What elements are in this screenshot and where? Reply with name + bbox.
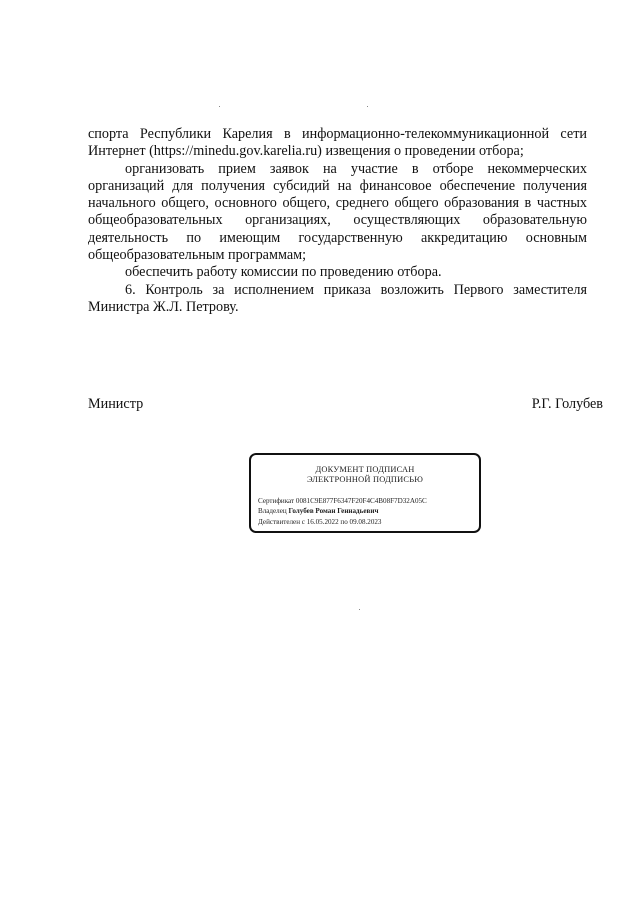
body-paragraph: организовать прием заявок на участие в отборе некоммерческих организаций для получения субсидий на финансовое обеспечение получения начального общего, основного общего, среднего общего образования в частных общеобразовательных организациях, осуществляющих образовательную деятельность по имеющим государственную аккредитацию основным общеобразовательным программам; <box>88 160 587 264</box>
valid-to-word: по <box>340 517 348 526</box>
valid-from-word: с <box>301 517 305 526</box>
stamp-title-line: ДОКУМЕНТ ПОДПИСАН <box>315 465 415 474</box>
stamp-title-line: ЭЛЕКТРОННОЙ ПОДПИСЬЮ <box>306 475 424 484</box>
stamp-title <box>251 465 479 485</box>
scan-speck <box>359 609 360 610</box>
valid-to-date: 09.08.2023 <box>349 517 382 526</box>
owner-label: Владелец <box>258 507 287 516</box>
certificate-label: Сертификат <box>258 497 295 505</box>
electronic-signature-stamp <box>249 453 481 533</box>
document-body <box>88 126 587 316</box>
valid-from-date: 16.05.2022 <box>306 517 339 526</box>
stamp-owner-row <box>258 506 475 516</box>
owner-value: Голубев Роман Геннадьевич <box>288 507 379 516</box>
body-paragraph: 6. Контроль за исполнением приказа возложить Первого заместителя Министра Ж.Л. Петрову. <box>88 281 587 315</box>
certificate-value: 0081C9E877F6347F20F4C4B08F7D32A05C <box>295 497 427 505</box>
signatory-name: Р.Г. Голубев <box>531 396 603 412</box>
scan-speck <box>219 106 220 107</box>
valid-label: Действителен <box>258 517 300 526</box>
signatory-position: Министр <box>88 396 144 412</box>
stamp-validity-row <box>258 517 475 527</box>
stamp-certificate-row <box>258 496 475 506</box>
body-paragraph: обеспечить работу комиссии по проведению отбора. <box>125 264 442 281</box>
body-paragraph: спорта Республики Карелия в информационно-телекоммуникационной сети Интернет (https://minedu.gov.karelia.ru) извещения о проведении отбора; <box>88 126 587 160</box>
stamp-details <box>258 496 475 527</box>
scan-speck <box>367 106 368 107</box>
